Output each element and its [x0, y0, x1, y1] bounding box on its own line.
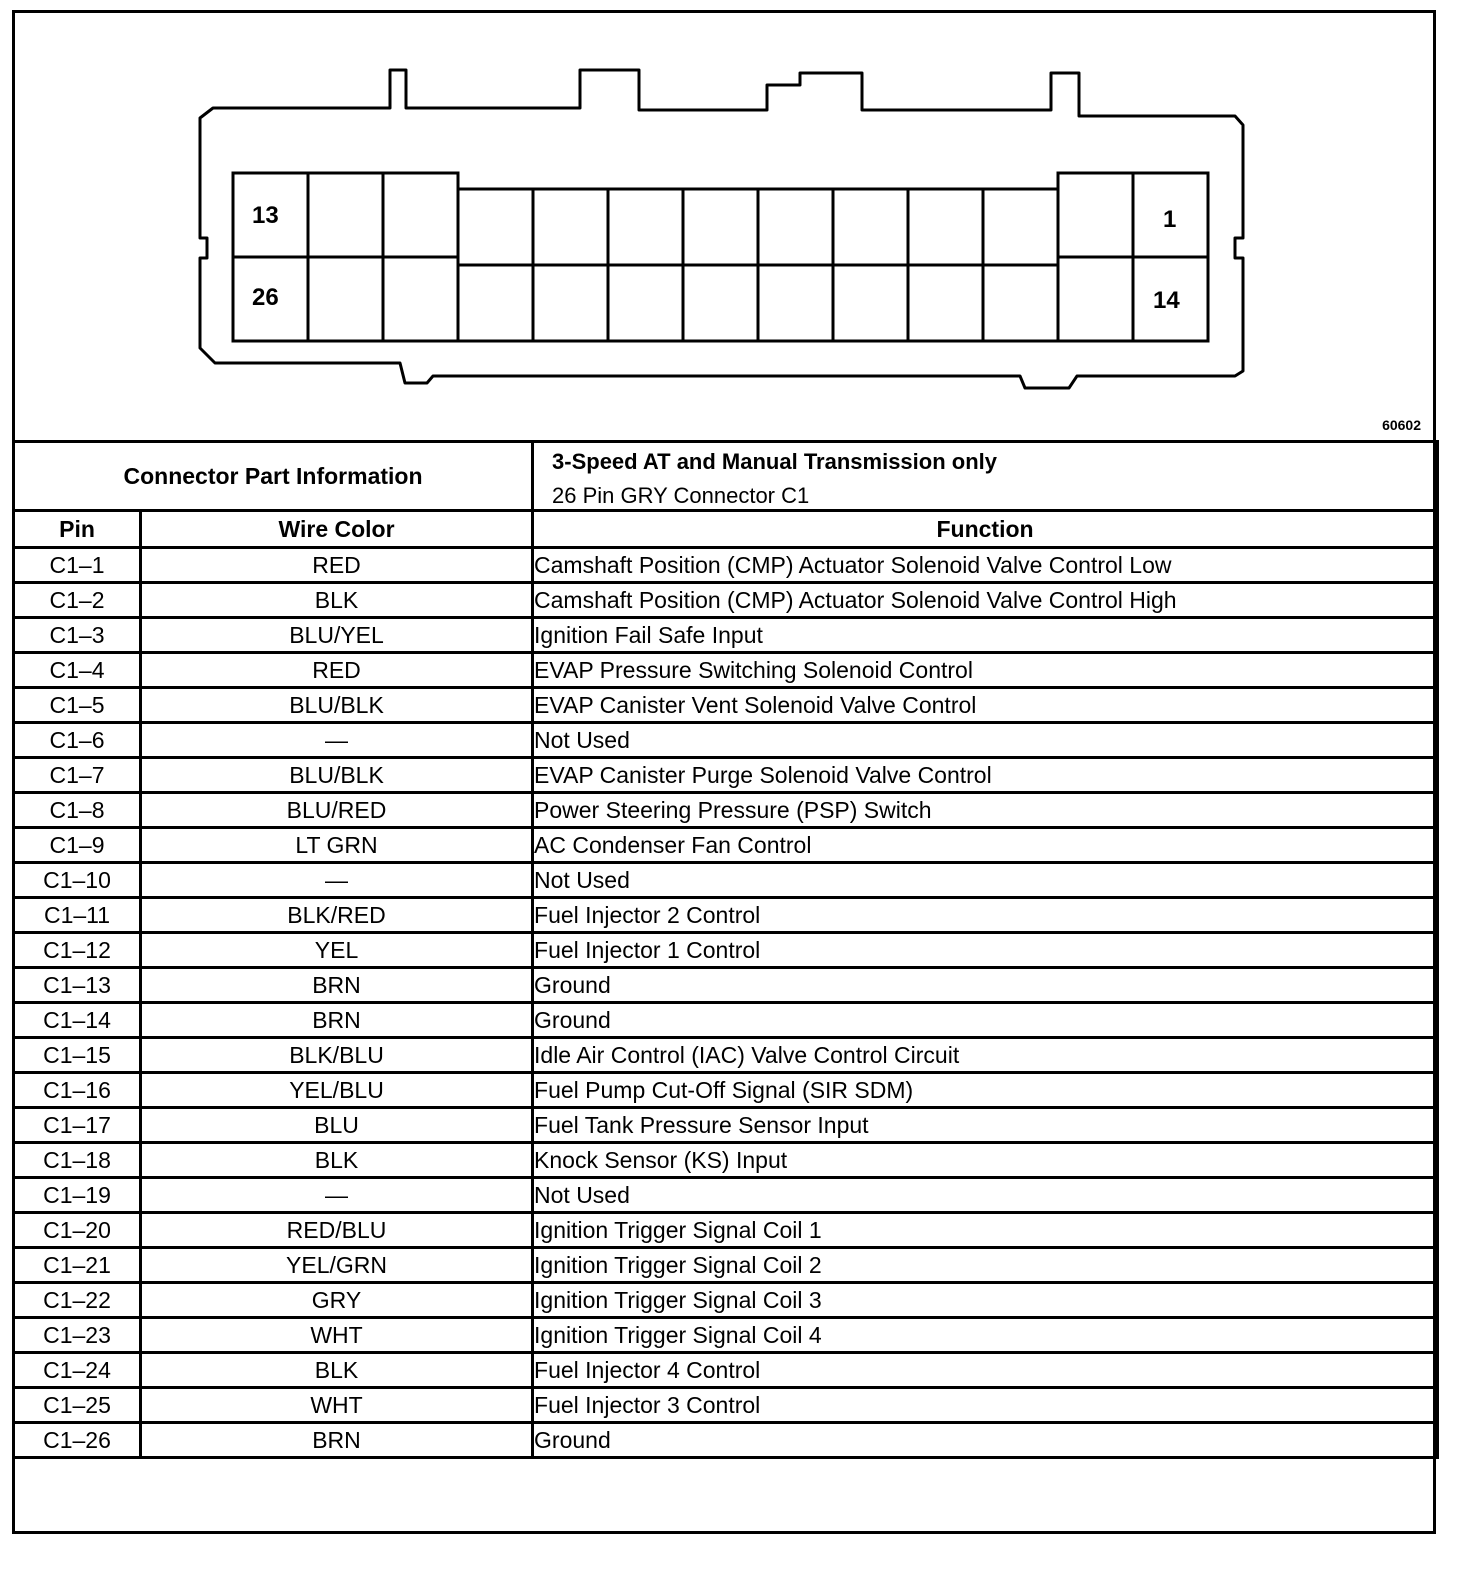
- document-frame: [12, 10, 1436, 1534]
- wire-color-cell: —: [141, 723, 533, 758]
- pin-cavity: [383, 257, 458, 341]
- table-row: [14, 1073, 1438, 1108]
- pin-label-26: 26: [252, 284, 279, 311]
- wire-color-cell: BRN: [141, 1003, 533, 1038]
- function-cell: Fuel Injector 2 Control: [533, 898, 1438, 933]
- pin-cell: C1–5: [14, 688, 141, 723]
- connector-pin-table: [12, 440, 1439, 1459]
- function-cell: Camshaft Position (CMP) Actuator Solenoid Valve Control High: [533, 583, 1438, 618]
- pin-cell: C1–22: [14, 1283, 141, 1318]
- wire-color-cell: BLK: [141, 1353, 533, 1388]
- function-cell: Ignition Trigger Signal Coil 1: [533, 1213, 1438, 1248]
- column-header-row: [14, 511, 1438, 548]
- function-cell: Ground: [533, 968, 1438, 1003]
- pin-cell: C1–24: [14, 1353, 141, 1388]
- wire-color-cell: RED: [141, 548, 533, 583]
- wire-color-cell: GRY: [141, 1283, 533, 1318]
- wire-color-cell: WHT: [141, 1318, 533, 1353]
- table-row: [14, 653, 1438, 688]
- pin-cell: C1–7: [14, 758, 141, 793]
- function-cell: EVAP Canister Purge Solenoid Valve Control: [533, 758, 1438, 793]
- function-cell: Knock Sensor (KS) Input: [533, 1143, 1438, 1178]
- wire-color-cell: BLK/RED: [141, 898, 533, 933]
- pin-cell: C1–9: [14, 828, 141, 863]
- pin-cavity: [308, 173, 383, 257]
- table-row: [14, 723, 1438, 758]
- pin-cell: C1–8: [14, 793, 141, 828]
- pin-cell: C1–6: [14, 723, 141, 758]
- table-row: [14, 793, 1438, 828]
- function-cell: Fuel Injector 1 Control: [533, 933, 1438, 968]
- transmission-note: 3-Speed AT and Manual Transmission only: [552, 449, 997, 474]
- pin-cavity: [533, 189, 608, 265]
- function-cell: EVAP Pressure Switching Solenoid Control: [533, 653, 1438, 688]
- pin-cell: C1–16: [14, 1073, 141, 1108]
- function-cell: Power Steering Pressure (PSP) Switch: [533, 793, 1438, 828]
- pin-cell: C1–25: [14, 1388, 141, 1423]
- pin-cavity: [308, 257, 383, 341]
- table-row: [14, 863, 1438, 898]
- pin-cell: C1–18: [14, 1143, 141, 1178]
- pin-cavity: [983, 189, 1058, 265]
- connector-name: 26 Pin GRY Connector C1: [552, 483, 810, 508]
- column-header-wire-color: Wire Color: [141, 511, 533, 548]
- wire-color-cell: WHT: [141, 1388, 533, 1423]
- wire-color-cell: BRN: [141, 968, 533, 1003]
- pin-cavity: [833, 189, 908, 265]
- table-row: [14, 1318, 1438, 1353]
- table-row: [14, 688, 1438, 723]
- pin-cell: C1–13: [14, 968, 141, 1003]
- table-row: [14, 1213, 1438, 1248]
- table-row: [14, 968, 1438, 1003]
- wire-color-cell: BLU/BLK: [141, 758, 533, 793]
- wire-color-cell: RED/BLU: [141, 1213, 533, 1248]
- pin-cell: C1–1: [14, 548, 141, 583]
- pin-cavity: [458, 189, 533, 265]
- pin-cavity: [608, 189, 683, 265]
- connector-drawing: [15, 13, 1433, 441]
- table-row: [14, 1423, 1438, 1458]
- pin-cavity: [533, 265, 608, 341]
- function-cell: Ignition Trigger Signal Coil 3: [533, 1283, 1438, 1318]
- wire-color-cell: BLU/YEL: [141, 618, 533, 653]
- pin-cell: C1–21: [14, 1248, 141, 1283]
- pin-cavity: [908, 265, 983, 341]
- wire-color-cell: BLK: [141, 1143, 533, 1178]
- wire-color-cell: YEL/BLU: [141, 1073, 533, 1108]
- pin-cell: C1–3: [14, 618, 141, 653]
- pin-cavity: [758, 265, 833, 341]
- table-row: [14, 1283, 1438, 1318]
- wire-color-cell: BLU/RED: [141, 793, 533, 828]
- pin-grid: [233, 173, 1208, 341]
- pin-cavity: [458, 265, 533, 341]
- column-header-function: Function: [533, 511, 1438, 548]
- table-row: [14, 1038, 1438, 1073]
- table-row: [14, 898, 1438, 933]
- table-row: [14, 1003, 1438, 1038]
- table-row: [14, 1248, 1438, 1283]
- wire-color-cell: BRN: [141, 1423, 533, 1458]
- table-row: [14, 933, 1438, 968]
- pin-cavity: [683, 265, 758, 341]
- pin-cavity: [1058, 173, 1133, 257]
- pin-cell: C1–19: [14, 1178, 141, 1213]
- pin-cell: C1–11: [14, 898, 141, 933]
- pin-cavity: [1058, 257, 1133, 341]
- function-cell: Not Used: [533, 863, 1438, 898]
- function-cell: AC Condenser Fan Control: [533, 828, 1438, 863]
- pin-label-14: 14: [1153, 287, 1180, 314]
- wire-color-cell: YEL: [141, 933, 533, 968]
- pin-cell: C1–10: [14, 863, 141, 898]
- table-row: [14, 758, 1438, 793]
- function-cell: Fuel Injector 3 Control: [533, 1388, 1438, 1423]
- function-cell: EVAP Canister Vent Solenoid Valve Control: [533, 688, 1438, 723]
- connector-description: [533, 442, 1438, 511]
- pin-cell: C1–15: [14, 1038, 141, 1073]
- table-row: [14, 583, 1438, 618]
- table-row: [14, 548, 1438, 583]
- function-cell: Ground: [533, 1423, 1438, 1458]
- wire-color-cell: RED: [141, 653, 533, 688]
- function-cell: Ground: [533, 1003, 1438, 1038]
- pin-label-13: 13: [252, 202, 279, 229]
- pin-cavity: [758, 189, 833, 265]
- figure-id: 60602: [1382, 417, 1421, 433]
- function-cell: Fuel Injector 4 Control: [533, 1353, 1438, 1388]
- function-cell: Fuel Pump Cut-Off Signal (SIR SDM): [533, 1073, 1438, 1108]
- function-cell: Fuel Tank Pressure Sensor Input: [533, 1108, 1438, 1143]
- wire-color-cell: YEL/GRN: [141, 1248, 533, 1283]
- table-header-row: [14, 442, 1438, 511]
- connector-part-information-heading: Connector Part Information: [14, 442, 533, 511]
- table-row: [14, 1388, 1438, 1423]
- wire-color-cell: —: [141, 863, 533, 898]
- wire-color-cell: BLU: [141, 1108, 533, 1143]
- pin-cell: C1–2: [14, 583, 141, 618]
- pin-label-1: 1: [1163, 206, 1177, 233]
- pin-cavity: [908, 189, 983, 265]
- wire-color-cell: BLU/BLK: [141, 688, 533, 723]
- function-cell: Ignition Trigger Signal Coil 4: [533, 1318, 1438, 1353]
- function-cell: Not Used: [533, 1178, 1438, 1213]
- function-cell: Ignition Fail Safe Input: [533, 618, 1438, 653]
- table-row: [14, 828, 1438, 863]
- wire-color-cell: BLK: [141, 583, 533, 618]
- pin-cell: C1–26: [14, 1423, 141, 1458]
- table-row: [14, 1178, 1438, 1213]
- wire-color-cell: LT GRN: [141, 828, 533, 863]
- table-row: [14, 1143, 1438, 1178]
- pin-cell: C1–14: [14, 1003, 141, 1038]
- pin-cavity: [833, 265, 908, 341]
- table-row: [14, 1108, 1438, 1143]
- pin-cell: C1–17: [14, 1108, 141, 1143]
- wire-color-cell: BLK/BLU: [141, 1038, 533, 1073]
- function-cell: Ignition Trigger Signal Coil 2: [533, 1248, 1438, 1283]
- table-row: [14, 618, 1438, 653]
- pin-cavity: [683, 189, 758, 265]
- pin-cell: C1–23: [14, 1318, 141, 1353]
- pin-cell: C1–4: [14, 653, 141, 688]
- column-header-pin: Pin: [14, 511, 141, 548]
- pin-cavity: [383, 173, 458, 257]
- function-cell: Camshaft Position (CMP) Actuator Solenoid Valve Control Low: [533, 548, 1438, 583]
- pin-cell: C1–20: [14, 1213, 141, 1248]
- pin-cell: C1–12: [14, 933, 141, 968]
- table-row: [14, 1353, 1438, 1388]
- function-cell: Not Used: [533, 723, 1438, 758]
- wire-color-cell: —: [141, 1178, 533, 1213]
- pin-cavity: [983, 265, 1058, 341]
- connector-diagram: [15, 13, 1433, 441]
- pin-cavity: [608, 265, 683, 341]
- function-cell: Idle Air Control (IAC) Valve Control Circuit: [533, 1038, 1438, 1073]
